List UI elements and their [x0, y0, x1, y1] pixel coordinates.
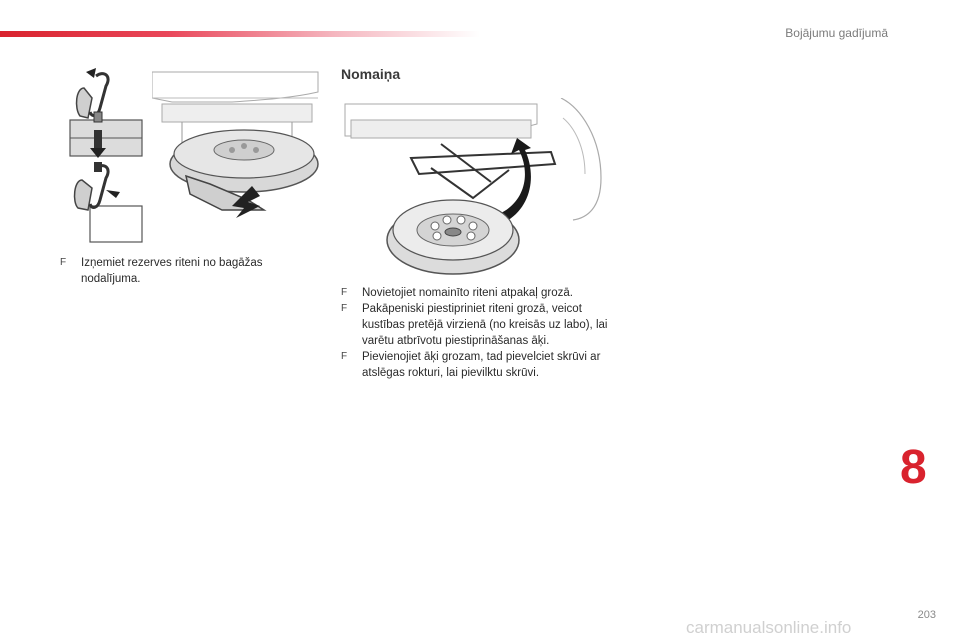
page-number: 203	[917, 609, 936, 621]
header-accent-bar	[0, 31, 480, 37]
list-item	[341, 301, 611, 349]
hook-detail-illustration	[66, 68, 146, 244]
removal-steps	[60, 255, 300, 287]
bullet-marker: F	[60, 257, 67, 268]
spare-wheel-removal-illustration	[152, 68, 320, 232]
watermark: carmanualsonline.info	[686, 618, 852, 637]
list-item	[341, 349, 611, 381]
list-item	[341, 285, 611, 301]
replacement-steps	[341, 285, 611, 381]
section-heading: Nomaiņa	[341, 66, 401, 82]
step-text: Izņemiet rezerves riteni no bagāžas nodalījuma.	[81, 257, 263, 285]
chapter-number: 8	[900, 441, 927, 494]
bullet-marker: F	[341, 287, 348, 298]
bullet-marker: F	[341, 351, 348, 362]
section-title: Bojājumu gadījumā	[785, 26, 888, 40]
list-item	[60, 255, 300, 287]
bullet-marker: F	[341, 303, 348, 314]
step-text: Pakāpeniski piestipriniet riteni grozā, veicot kustības pretējā virzienā (no kreisās uz labo), lai varētu atbrīvotu piestiprināšanas āķi.	[362, 303, 608, 347]
step-text: Novietojiet nomainīto riteni atpakaļ grozā.	[362, 287, 573, 299]
wheel-replacement-illustration	[341, 98, 603, 276]
step-text: Pievienojiet āķi grozam, tad pievelciet skrūvi ar atslēgas rokturi, lai pievilktu skrūvi.	[362, 351, 601, 379]
